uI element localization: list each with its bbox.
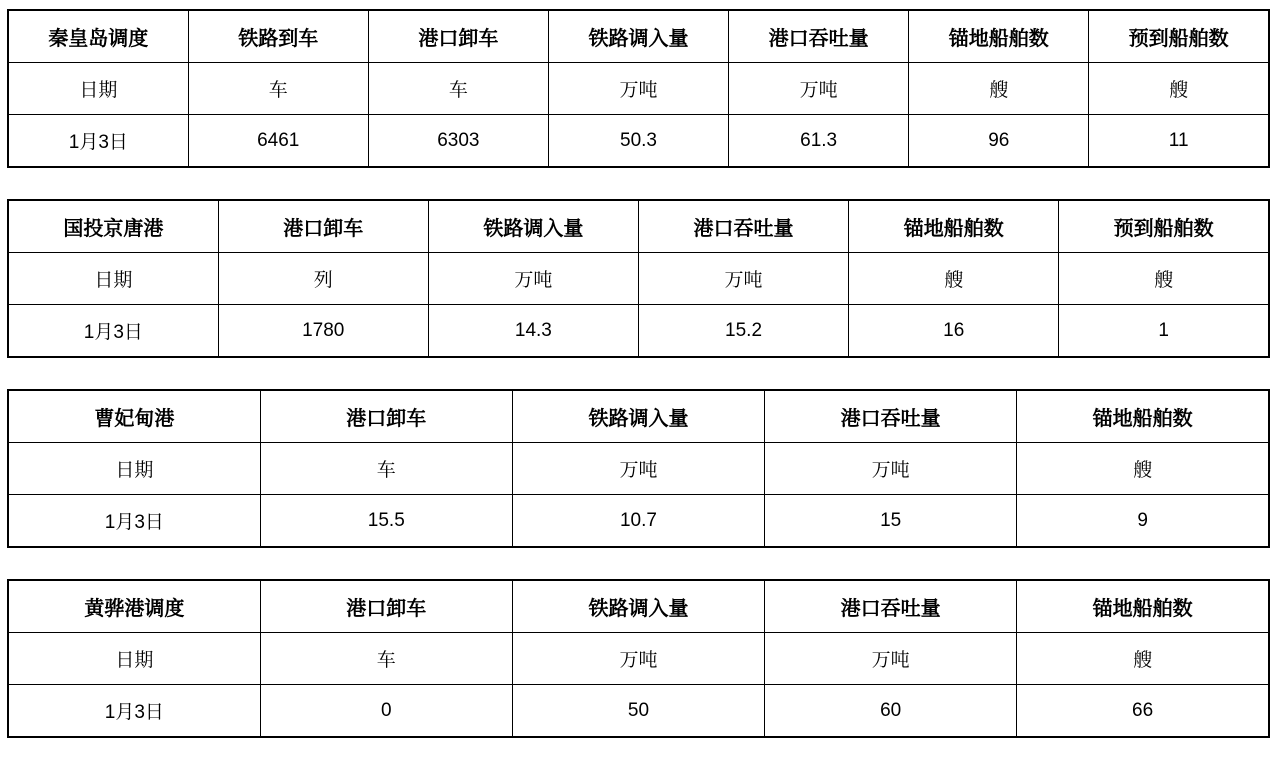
- unit-row: [8, 633, 1269, 685]
- header-cell: 港口卸车: [260, 580, 512, 633]
- unit-cell: 艘: [1089, 63, 1269, 115]
- header-row: [8, 580, 1269, 633]
- unit-cell: 车: [260, 443, 512, 495]
- header-cell: 锚地船舶数: [909, 10, 1089, 63]
- unit-cell: 车: [188, 63, 368, 115]
- unit-cell: 万吨: [548, 63, 728, 115]
- value-cell: 16: [849, 305, 1059, 358]
- value-cell: 10.7: [512, 495, 764, 548]
- unit-cell: 万吨: [729, 63, 909, 115]
- header-cell: 铁路调入量: [512, 390, 764, 443]
- header-cell: 港口吞吐量: [638, 200, 848, 253]
- qinhuangdao-dispatch-table: [7, 9, 1270, 168]
- data-row: [8, 685, 1269, 738]
- unit-cell: 万吨: [512, 443, 764, 495]
- date-cell: 1月3日: [8, 305, 218, 358]
- value-cell: 14.3: [428, 305, 638, 358]
- header-row: [8, 390, 1269, 443]
- value-cell: 9: [1017, 495, 1269, 548]
- data-row: [8, 495, 1269, 548]
- header-cell: 港口吞吐量: [765, 580, 1017, 633]
- header-cell: 铁路调入量: [428, 200, 638, 253]
- header-cell: 预到船舶数: [1059, 200, 1269, 253]
- header-cell: 预到船舶数: [1089, 10, 1269, 63]
- unit-cell: 万吨: [765, 633, 1017, 685]
- header-cell: 港口卸车: [260, 390, 512, 443]
- unit-cell: 艘: [1059, 253, 1269, 305]
- header-cell: 港口卸车: [368, 10, 548, 63]
- value-cell: 61.3: [729, 115, 909, 168]
- value-cell: 1780: [218, 305, 428, 358]
- value-cell: 0: [260, 685, 512, 738]
- value-cell: 6461: [188, 115, 368, 168]
- unit-cell: 列: [218, 253, 428, 305]
- unit-cell: 艘: [909, 63, 1089, 115]
- value-cell: 6303: [368, 115, 548, 168]
- value-cell: 50.3: [548, 115, 728, 168]
- header-cell: 铁路到车: [188, 10, 368, 63]
- header-cell: 港口吞吐量: [729, 10, 909, 63]
- unit-cell: 万吨: [638, 253, 848, 305]
- huanghua-port-dispatch-table: [7, 579, 1270, 738]
- unit-cell: 日期: [8, 63, 188, 115]
- unit-cell: 日期: [8, 633, 260, 685]
- unit-cell: 艘: [1017, 443, 1269, 495]
- table-title-cell: 秦皇岛调度: [8, 10, 188, 63]
- caofeidian-port-table: [7, 389, 1270, 548]
- value-cell: 96: [909, 115, 1089, 168]
- unit-cell: 万吨: [428, 253, 638, 305]
- header-cell: 铁路调入量: [512, 580, 764, 633]
- data-row: [8, 305, 1269, 358]
- header-row: [8, 10, 1269, 63]
- value-cell: 50: [512, 685, 764, 738]
- table-title-cell: 黄骅港调度: [8, 580, 260, 633]
- data-row: [8, 115, 1269, 168]
- unit-cell: 日期: [8, 253, 218, 305]
- header-cell: 港口卸车: [218, 200, 428, 253]
- unit-cell: 万吨: [765, 443, 1017, 495]
- header-cell: 锚地船舶数: [849, 200, 1059, 253]
- value-cell: 1: [1059, 305, 1269, 358]
- date-cell: 1月3日: [8, 115, 188, 168]
- header-cell: 锚地船舶数: [1017, 580, 1269, 633]
- value-cell: 66: [1017, 685, 1269, 738]
- guotou-jingtang-port-table: [7, 199, 1270, 358]
- unit-row: [8, 63, 1269, 115]
- value-cell: 15.5: [260, 495, 512, 548]
- unit-cell: 万吨: [512, 633, 764, 685]
- unit-row: [8, 443, 1269, 495]
- header-cell: 锚地船舶数: [1017, 390, 1269, 443]
- value-cell: 15.2: [638, 305, 848, 358]
- value-cell: 15: [765, 495, 1017, 548]
- unit-row: [8, 253, 1269, 305]
- unit-cell: 艘: [849, 253, 1059, 305]
- date-cell: 1月3日: [8, 685, 260, 738]
- date-cell: 1月3日: [8, 495, 260, 548]
- header-row: [8, 200, 1269, 253]
- unit-cell: 车: [260, 633, 512, 685]
- unit-cell: 车: [368, 63, 548, 115]
- value-cell: 11: [1089, 115, 1269, 168]
- table-title-cell: 国投京唐港: [8, 200, 218, 253]
- value-cell: 60: [765, 685, 1017, 738]
- unit-cell: 日期: [8, 443, 260, 495]
- header-cell: 港口吞吐量: [765, 390, 1017, 443]
- table-title-cell: 曹妃甸港: [8, 390, 260, 443]
- unit-cell: 艘: [1017, 633, 1269, 685]
- header-cell: 铁路调入量: [548, 10, 728, 63]
